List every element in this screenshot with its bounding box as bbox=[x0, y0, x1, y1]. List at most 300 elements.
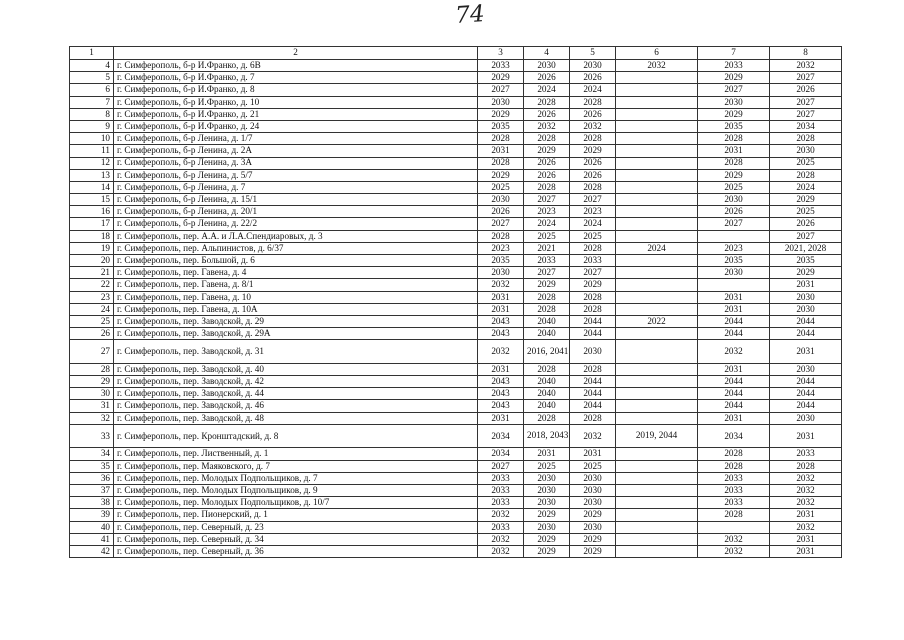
table-row bbox=[70, 108, 842, 120]
row-number-cell: 5 bbox=[70, 72, 114, 84]
col4-cell: 2016, 2041 bbox=[524, 340, 570, 364]
address-cell: г. Симферополь, пер. Заводской, д. 40 bbox=[114, 363, 478, 375]
address-cell: г. Симферополь, пер. Заводской, д. 42 bbox=[114, 376, 478, 388]
col7-cell: 2027 bbox=[698, 84, 770, 96]
col7-cell: 2029 bbox=[698, 72, 770, 84]
col8-cell: 2028 bbox=[770, 133, 842, 145]
col7-cell: 2026 bbox=[698, 206, 770, 218]
col3-cell: 2030 bbox=[478, 194, 524, 206]
col6-cell bbox=[616, 255, 698, 267]
col6-cell: 2022 bbox=[616, 315, 698, 327]
address-cell: г. Симферополь, пер. Пионерский, д. 1 bbox=[114, 509, 478, 521]
header-cell: 4 bbox=[524, 47, 570, 60]
address-cell: г. Симферополь, пер. Северный, д. 36 bbox=[114, 545, 478, 557]
col6-cell bbox=[616, 363, 698, 375]
header-cell: 1 bbox=[70, 47, 114, 60]
col6-cell bbox=[616, 533, 698, 545]
address-cell: г. Симферополь, пер. Молодых Подпольщиков, д. 10/7 bbox=[114, 497, 478, 509]
col7-cell: 2032 bbox=[698, 545, 770, 557]
address-cell: г. Симферополь, б-р Ленина, д. 22/2 bbox=[114, 218, 478, 230]
row-number-cell: 10 bbox=[70, 133, 114, 145]
col5-cell: 2028 bbox=[570, 181, 616, 193]
col7-cell: 2033 bbox=[698, 497, 770, 509]
col4-cell: 2029 bbox=[524, 279, 570, 291]
col4-cell: 2025 bbox=[524, 230, 570, 242]
table-row bbox=[70, 533, 842, 545]
col5-cell: 2029 bbox=[570, 509, 616, 521]
col6-cell bbox=[616, 194, 698, 206]
address-cell: г. Симферополь, б-р Ленина, д. 1/7 bbox=[114, 133, 478, 145]
col8-cell: 2044 bbox=[770, 315, 842, 327]
row-number-cell: 39 bbox=[70, 509, 114, 521]
col4-cell: 2026 bbox=[524, 108, 570, 120]
table-body bbox=[70, 60, 842, 558]
col4-cell: 2040 bbox=[524, 315, 570, 327]
address-cell: г. Симферополь, б-р И.Франко, д. 24 bbox=[114, 120, 478, 132]
address-cell: г. Симферополь, б-р И.Франко, д. 10 bbox=[114, 96, 478, 108]
col6-cell bbox=[616, 448, 698, 460]
col8-cell: 2028 bbox=[770, 460, 842, 472]
col3-cell: 2034 bbox=[478, 448, 524, 460]
table-row bbox=[70, 84, 842, 96]
col7-cell: 2032 bbox=[698, 533, 770, 545]
row-number-cell: 23 bbox=[70, 291, 114, 303]
col4-cell: 2029 bbox=[524, 145, 570, 157]
row-number-cell: 6 bbox=[70, 84, 114, 96]
col3-cell: 2028 bbox=[478, 157, 524, 169]
col7-cell: 2044 bbox=[698, 400, 770, 412]
col6-cell bbox=[616, 206, 698, 218]
col6-cell bbox=[616, 218, 698, 230]
col7-cell: 2029 bbox=[698, 169, 770, 181]
table-row bbox=[70, 303, 842, 315]
col5-cell: 2025 bbox=[570, 460, 616, 472]
col7-cell: 2044 bbox=[698, 328, 770, 340]
col7-cell: 2033 bbox=[698, 60, 770, 72]
address-cell: г. Симферополь, пер. Заводской, д. 44 bbox=[114, 388, 478, 400]
table-row bbox=[70, 120, 842, 132]
table-row bbox=[70, 60, 842, 72]
table-row bbox=[70, 218, 842, 230]
address-cell: г. Симферополь, пер. Лиственный, д. 1 bbox=[114, 448, 478, 460]
col8-cell: 2027 bbox=[770, 96, 842, 108]
col4-cell: 2032 bbox=[524, 120, 570, 132]
address-cell: г. Симферополь, пер. Гавена, д. 4 bbox=[114, 267, 478, 279]
row-number-cell: 29 bbox=[70, 376, 114, 388]
col8-cell: 2030 bbox=[770, 145, 842, 157]
table-row bbox=[70, 485, 842, 497]
col8-cell: 2032 bbox=[770, 521, 842, 533]
address-cell: г. Симферополь, б-р Ленина, д. 7 bbox=[114, 181, 478, 193]
col6-cell bbox=[616, 340, 698, 364]
col4-cell: 2030 bbox=[524, 485, 570, 497]
col3-cell: 2030 bbox=[478, 96, 524, 108]
col3-cell: 2033 bbox=[478, 60, 524, 72]
header-cell: 3 bbox=[478, 47, 524, 60]
col4-cell: 2027 bbox=[524, 194, 570, 206]
row-number-cell: 25 bbox=[70, 315, 114, 327]
table-row bbox=[70, 472, 842, 484]
col5-cell: 2024 bbox=[570, 218, 616, 230]
col6-cell bbox=[616, 267, 698, 279]
col4-cell: 2033 bbox=[524, 255, 570, 267]
col4-cell: 2023 bbox=[524, 206, 570, 218]
col3-cell: 2029 bbox=[478, 72, 524, 84]
col7-cell: 2023 bbox=[698, 242, 770, 254]
col8-cell: 2030 bbox=[770, 412, 842, 424]
col7-cell bbox=[698, 279, 770, 291]
col7-cell bbox=[698, 230, 770, 242]
row-number-cell: 9 bbox=[70, 120, 114, 132]
address-cell: г. Симферополь, пер. А.А. и Л.А.Спендиаровых, д. 3 bbox=[114, 230, 478, 242]
col3-cell: 2032 bbox=[478, 533, 524, 545]
col8-cell: 2031 bbox=[770, 509, 842, 521]
col3-cell: 2031 bbox=[478, 412, 524, 424]
col3-cell: 2027 bbox=[478, 218, 524, 230]
col5-cell: 2027 bbox=[570, 267, 616, 279]
col4-cell: 2031 bbox=[524, 448, 570, 460]
col3-cell: 2033 bbox=[478, 521, 524, 533]
row-number-cell: 24 bbox=[70, 303, 114, 315]
col6-cell bbox=[616, 133, 698, 145]
row-number-cell: 34 bbox=[70, 448, 114, 460]
table-row bbox=[70, 424, 842, 448]
address-cell: г. Симферополь, б-р И.Франко, д. 8 bbox=[114, 84, 478, 96]
col6-cell bbox=[616, 328, 698, 340]
col4-cell: 2021 bbox=[524, 242, 570, 254]
address-cell: г. Симферополь, б-р Ленина, д. 20/1 bbox=[114, 206, 478, 218]
row-number-cell: 22 bbox=[70, 279, 114, 291]
table-row bbox=[70, 315, 842, 327]
col8-cell: 2030 bbox=[770, 363, 842, 375]
col3-cell: 2043 bbox=[478, 388, 524, 400]
col5-cell: 2026 bbox=[570, 157, 616, 169]
col5-cell: 2025 bbox=[570, 230, 616, 242]
col3-cell: 2030 bbox=[478, 267, 524, 279]
col6-cell bbox=[616, 84, 698, 96]
col4-cell: 2040 bbox=[524, 328, 570, 340]
address-cell: г. Симферополь, пер. Молодых Подпольщиков, д. 9 bbox=[114, 485, 478, 497]
col7-cell: 2028 bbox=[698, 448, 770, 460]
col8-cell: 2029 bbox=[770, 267, 842, 279]
col3-cell: 2023 bbox=[478, 242, 524, 254]
col8-cell: 2021, 2028 bbox=[770, 242, 842, 254]
address-cell: г. Симферополь, пер. Большой, д. 6 bbox=[114, 255, 478, 267]
row-number-cell: 11 bbox=[70, 145, 114, 157]
col5-cell: 2024 bbox=[570, 84, 616, 96]
table-row bbox=[70, 363, 842, 375]
row-number-cell: 38 bbox=[70, 497, 114, 509]
col6-cell bbox=[616, 412, 698, 424]
col5-cell: 2030 bbox=[570, 497, 616, 509]
col6-cell bbox=[616, 497, 698, 509]
col8-cell: 2030 bbox=[770, 303, 842, 315]
col6-cell bbox=[616, 485, 698, 497]
col4-cell: 2028 bbox=[524, 303, 570, 315]
col6-cell bbox=[616, 472, 698, 484]
col4-cell: 2028 bbox=[524, 96, 570, 108]
col3-cell: 2028 bbox=[478, 230, 524, 242]
col6-cell bbox=[616, 291, 698, 303]
col5-cell: 2030 bbox=[570, 521, 616, 533]
address-cell: г. Симферополь, пер. Северный, д. 34 bbox=[114, 533, 478, 545]
col6-cell bbox=[616, 303, 698, 315]
col4-cell: 2026 bbox=[524, 157, 570, 169]
col8-cell: 2044 bbox=[770, 388, 842, 400]
col7-cell: 2032 bbox=[698, 340, 770, 364]
col4-cell: 2030 bbox=[524, 497, 570, 509]
row-number-cell: 20 bbox=[70, 255, 114, 267]
col3-cell: 2035 bbox=[478, 120, 524, 132]
col3-cell: 2029 bbox=[478, 108, 524, 120]
col5-cell: 2032 bbox=[570, 424, 616, 448]
row-number-cell: 4 bbox=[70, 60, 114, 72]
col5-cell: 2023 bbox=[570, 206, 616, 218]
table-row bbox=[70, 181, 842, 193]
row-number-cell: 36 bbox=[70, 472, 114, 484]
row-number-cell: 13 bbox=[70, 169, 114, 181]
col4-cell: 2024 bbox=[524, 218, 570, 230]
row-number-cell: 42 bbox=[70, 545, 114, 557]
row-number-cell: 14 bbox=[70, 181, 114, 193]
row-number-cell: 37 bbox=[70, 485, 114, 497]
col4-cell: 2028 bbox=[524, 133, 570, 145]
address-cell: г. Симферополь, б-р И.Франко, д. 7 bbox=[114, 72, 478, 84]
row-number-cell: 40 bbox=[70, 521, 114, 533]
col8-cell: 2027 bbox=[770, 230, 842, 242]
col6-cell bbox=[616, 545, 698, 557]
col8-cell: 2031 bbox=[770, 533, 842, 545]
col8-cell: 2029 bbox=[770, 194, 842, 206]
table-row bbox=[70, 545, 842, 557]
table-row bbox=[70, 291, 842, 303]
address-cell: г. Симферополь, б-р Ленина, д. 2А bbox=[114, 145, 478, 157]
col6-cell bbox=[616, 279, 698, 291]
col7-cell: 2044 bbox=[698, 315, 770, 327]
table-row bbox=[70, 400, 842, 412]
col5-cell: 2030 bbox=[570, 485, 616, 497]
header-cell: 7 bbox=[698, 47, 770, 60]
col6-cell bbox=[616, 108, 698, 120]
col8-cell: 2031 bbox=[770, 340, 842, 364]
address-cell: г. Симферополь, пер. Заводской, д. 31 bbox=[114, 340, 478, 364]
table-row bbox=[70, 328, 842, 340]
col4-cell: 2024 bbox=[524, 84, 570, 96]
col5-cell: 2029 bbox=[570, 545, 616, 557]
col5-cell: 2026 bbox=[570, 108, 616, 120]
col4-cell: 2040 bbox=[524, 400, 570, 412]
col5-cell: 2030 bbox=[570, 340, 616, 364]
col6-cell: 2032 bbox=[616, 60, 698, 72]
col8-cell: 2032 bbox=[770, 485, 842, 497]
col4-cell: 2018, 2043 bbox=[524, 424, 570, 448]
row-number-cell: 15 bbox=[70, 194, 114, 206]
table-row bbox=[70, 388, 842, 400]
header-cell: 8 bbox=[770, 47, 842, 60]
col7-cell: 2044 bbox=[698, 388, 770, 400]
table-row bbox=[70, 96, 842, 108]
table-row bbox=[70, 242, 842, 254]
col7-cell: 2035 bbox=[698, 255, 770, 267]
col5-cell: 2028 bbox=[570, 242, 616, 254]
col5-cell: 2030 bbox=[570, 60, 616, 72]
row-number-cell: 17 bbox=[70, 218, 114, 230]
col4-cell: 2025 bbox=[524, 460, 570, 472]
col6-cell bbox=[616, 181, 698, 193]
col7-cell: 2035 bbox=[698, 120, 770, 132]
col3-cell: 2043 bbox=[478, 328, 524, 340]
col3-cell: 2043 bbox=[478, 400, 524, 412]
col7-cell: 2031 bbox=[698, 145, 770, 157]
col4-cell: 2030 bbox=[524, 472, 570, 484]
col3-cell: 2043 bbox=[478, 376, 524, 388]
col6-cell bbox=[616, 376, 698, 388]
col5-cell: 2033 bbox=[570, 255, 616, 267]
row-number-cell: 32 bbox=[70, 412, 114, 424]
col8-cell: 2044 bbox=[770, 376, 842, 388]
col5-cell: 2028 bbox=[570, 363, 616, 375]
col3-cell: 2043 bbox=[478, 315, 524, 327]
col6-cell bbox=[616, 521, 698, 533]
address-cell: г. Симферополь, б-р Ленина, д. 5/7 bbox=[114, 169, 478, 181]
col3-cell: 2029 bbox=[478, 169, 524, 181]
col8-cell: 2044 bbox=[770, 328, 842, 340]
col3-cell: 2025 bbox=[478, 181, 524, 193]
table-row bbox=[70, 133, 842, 145]
col4-cell: 2029 bbox=[524, 509, 570, 521]
header-row bbox=[70, 47, 842, 60]
col8-cell: 2030 bbox=[770, 291, 842, 303]
col6-cell bbox=[616, 230, 698, 242]
col7-cell bbox=[698, 521, 770, 533]
col4-cell: 2028 bbox=[524, 363, 570, 375]
col5-cell: 2044 bbox=[570, 400, 616, 412]
table-row bbox=[70, 72, 842, 84]
address-cell: г. Симферополь, пер. Гавена, д. 10А bbox=[114, 303, 478, 315]
col8-cell: 2031 bbox=[770, 424, 842, 448]
address-cell: г. Симферополь, пер. Заводской, д. 29 bbox=[114, 315, 478, 327]
col5-cell: 2026 bbox=[570, 72, 616, 84]
col5-cell: 2028 bbox=[570, 412, 616, 424]
col4-cell: 2030 bbox=[524, 521, 570, 533]
col4-cell: 2028 bbox=[524, 291, 570, 303]
address-cell: г. Симферополь, пер. Молодых Подпольщиков, д. 7 bbox=[114, 472, 478, 484]
col8-cell: 2031 bbox=[770, 279, 842, 291]
address-cell: г. Симферополь, б-р И.Франко, д. 6В bbox=[114, 60, 478, 72]
col6-cell bbox=[616, 96, 698, 108]
col7-cell: 2030 bbox=[698, 96, 770, 108]
col4-cell: 2040 bbox=[524, 388, 570, 400]
col3-cell: 2032 bbox=[478, 340, 524, 364]
col7-cell: 2031 bbox=[698, 363, 770, 375]
col3-cell: 2035 bbox=[478, 255, 524, 267]
row-number-cell: 30 bbox=[70, 388, 114, 400]
col5-cell: 2044 bbox=[570, 388, 616, 400]
row-number-cell: 8 bbox=[70, 108, 114, 120]
table-row bbox=[70, 194, 842, 206]
address-cell: г. Симферополь, пер. Гавена, д. 8/1 bbox=[114, 279, 478, 291]
col3-cell: 2034 bbox=[478, 424, 524, 448]
col6-cell bbox=[616, 120, 698, 132]
col5-cell: 2026 bbox=[570, 169, 616, 181]
col7-cell: 2028 bbox=[698, 157, 770, 169]
row-number-cell: 19 bbox=[70, 242, 114, 254]
table-row bbox=[70, 145, 842, 157]
col3-cell: 2027 bbox=[478, 84, 524, 96]
col8-cell: 2032 bbox=[770, 472, 842, 484]
address-cell: г. Симферополь, б-р Ленина, д. 15/1 bbox=[114, 194, 478, 206]
table-row bbox=[70, 255, 842, 267]
address-cell: г. Симферополь, пер. Кронштадский, д. 8 bbox=[114, 424, 478, 448]
col7-cell: 2028 bbox=[698, 133, 770, 145]
table-row bbox=[70, 448, 842, 460]
col8-cell: 2025 bbox=[770, 206, 842, 218]
col7-cell: 2028 bbox=[698, 509, 770, 521]
col3-cell: 2032 bbox=[478, 279, 524, 291]
col8-cell: 2027 bbox=[770, 72, 842, 84]
col8-cell: 2032 bbox=[770, 60, 842, 72]
col4-cell: 2026 bbox=[524, 169, 570, 181]
table-row bbox=[70, 521, 842, 533]
col3-cell: 2033 bbox=[478, 472, 524, 484]
col3-cell: 2031 bbox=[478, 145, 524, 157]
address-cell: г. Симферополь, пер. Заводской, д. 46 bbox=[114, 400, 478, 412]
col5-cell: 2028 bbox=[570, 303, 616, 315]
table-row bbox=[70, 169, 842, 181]
col7-cell: 2033 bbox=[698, 485, 770, 497]
col5-cell: 2032 bbox=[570, 120, 616, 132]
col5-cell: 2030 bbox=[570, 472, 616, 484]
row-number-cell: 27 bbox=[70, 340, 114, 364]
row-number-cell: 26 bbox=[70, 328, 114, 340]
table-row bbox=[70, 497, 842, 509]
col3-cell: 2031 bbox=[478, 291, 524, 303]
col6-cell: 2019, 2044 bbox=[616, 424, 698, 448]
row-number-cell: 31 bbox=[70, 400, 114, 412]
col8-cell: 2033 bbox=[770, 448, 842, 460]
row-number-cell: 12 bbox=[70, 157, 114, 169]
row-number-cell: 21 bbox=[70, 267, 114, 279]
col6-cell bbox=[616, 400, 698, 412]
col6-cell bbox=[616, 509, 698, 521]
col8-cell: 2026 bbox=[770, 218, 842, 230]
address-cell: г. Симферополь, б-р И.Франко, д. 21 bbox=[114, 108, 478, 120]
col4-cell: 2027 bbox=[524, 267, 570, 279]
col8-cell: 2031 bbox=[770, 545, 842, 557]
col5-cell: 2029 bbox=[570, 279, 616, 291]
row-number-cell: 16 bbox=[70, 206, 114, 218]
col6-cell bbox=[616, 145, 698, 157]
col4-cell: 2026 bbox=[524, 72, 570, 84]
col3-cell: 2033 bbox=[478, 485, 524, 497]
row-number-cell: 41 bbox=[70, 533, 114, 545]
col5-cell: 2044 bbox=[570, 315, 616, 327]
col4-cell: 2030 bbox=[524, 60, 570, 72]
col8-cell: 2032 bbox=[770, 497, 842, 509]
col8-cell: 2026 bbox=[770, 84, 842, 96]
address-cell: г. Симферополь, пер. Маяковского, д. 7 bbox=[114, 460, 478, 472]
col3-cell: 2031 bbox=[478, 363, 524, 375]
col7-cell: 2031 bbox=[698, 412, 770, 424]
col5-cell: 2044 bbox=[570, 328, 616, 340]
table-row bbox=[70, 509, 842, 521]
col4-cell: 2028 bbox=[524, 412, 570, 424]
row-number-cell: 28 bbox=[70, 363, 114, 375]
housing-schedule-table bbox=[69, 46, 842, 558]
col8-cell: 2027 bbox=[770, 108, 842, 120]
col7-cell: 2028 bbox=[698, 460, 770, 472]
col7-cell: 2029 bbox=[698, 108, 770, 120]
